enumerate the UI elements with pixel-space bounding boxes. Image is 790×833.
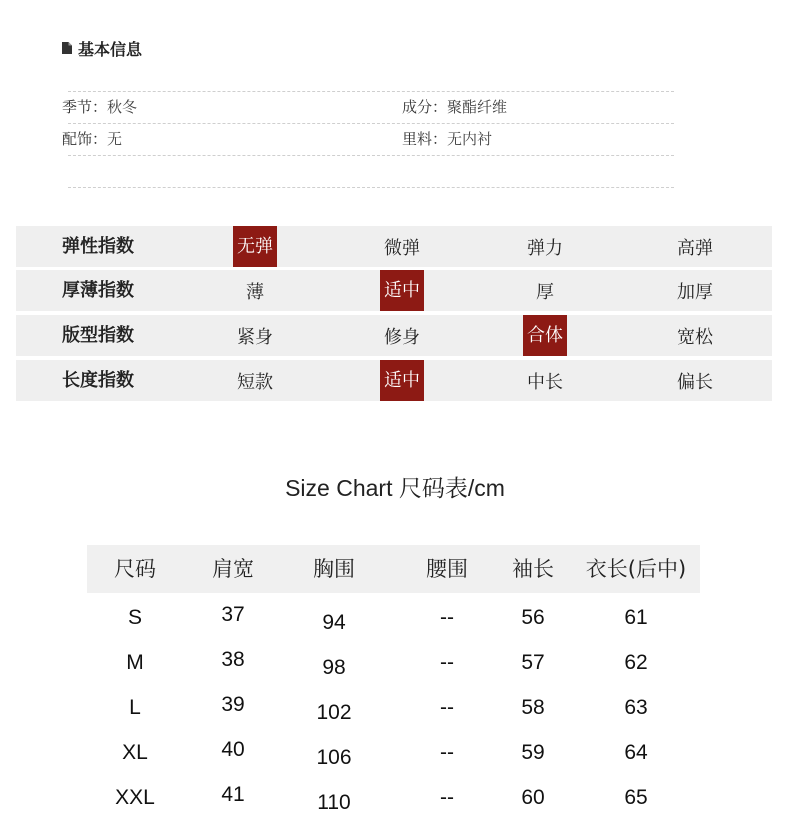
- size-chart-cell: --: [440, 651, 454, 674]
- index-option: 修身: [384, 326, 420, 348]
- size-chart-cell: 106: [316, 746, 352, 769]
- size-chart-title: Size Chart 尺码表/cm: [285, 475, 505, 501]
- size-chart-header-cell: 尺码: [114, 557, 156, 581]
- attr-key: 里料：: [402, 130, 448, 148]
- attr-lining: [402, 128, 492, 149]
- index-option-selected: 适中: [352, 360, 452, 401]
- size-chart-header-cell: 胸围: [313, 557, 355, 581]
- divider: [68, 123, 674, 124]
- attr-key: 季节：: [62, 98, 108, 116]
- index-label: 弹性指数: [62, 236, 134, 257]
- size-label-cell: XXL: [115, 786, 155, 809]
- size-chart-cell: 102: [316, 701, 352, 724]
- index-option-selected: 合体: [495, 315, 595, 356]
- size-chart-cell: 37: [221, 603, 245, 626]
- index-option: 厚: [536, 281, 554, 303]
- attr-value: 无: [107, 130, 123, 148]
- size-chart-cell: 38: [221, 648, 245, 671]
- size-chart-cell: 59: [521, 741, 545, 764]
- attr-value: 无内衬: [447, 130, 493, 148]
- size-chart-cell: 62: [624, 651, 648, 674]
- size-chart-cell: 65: [624, 786, 648, 809]
- size-chart-cell: 40: [221, 738, 245, 761]
- size-chart-cell: 41: [221, 783, 245, 806]
- size-chart-cell: --: [440, 696, 454, 719]
- size-chart-cell: 64: [624, 741, 648, 764]
- attr-material: [402, 96, 507, 117]
- size-chart-header-cell: 肩宽: [212, 557, 254, 581]
- size-chart-cell: --: [440, 606, 454, 629]
- size-chart-cell: --: [440, 786, 454, 809]
- divider: [68, 155, 674, 156]
- size-label-cell: M: [126, 651, 144, 674]
- basic-info-header: [62, 36, 142, 60]
- index-option-selected: 无弹: [205, 226, 305, 267]
- size-chart-cell: 39: [221, 693, 245, 716]
- size-chart-cell: 58: [521, 696, 545, 719]
- index-option: 宽松: [677, 326, 713, 348]
- index-option: 弹力: [527, 237, 563, 259]
- size-chart-header-cell: 腰围: [426, 557, 468, 581]
- attr-accessory: [62, 128, 122, 149]
- attr-key: 配饰：: [62, 130, 108, 148]
- size-chart-header-cell: 衣长(后中): [585, 557, 687, 581]
- index-label: 版型指数: [62, 325, 134, 346]
- attr-value: 聚酯纤维: [447, 98, 508, 116]
- index-option: 薄: [246, 281, 264, 303]
- size-label-cell: L: [129, 696, 141, 719]
- attr-season: [62, 96, 137, 117]
- index-row: [16, 360, 772, 401]
- index-row: [16, 270, 772, 311]
- attr-value: 秋冬: [107, 98, 138, 116]
- index-label: 厚薄指数: [62, 280, 134, 301]
- divider: [68, 187, 674, 188]
- index-option: 加厚: [677, 281, 713, 303]
- size-chart-cell: 61: [624, 606, 648, 629]
- divider: [68, 91, 674, 92]
- size-chart-cell: 98: [322, 656, 346, 679]
- attr-key: 成分：: [402, 98, 448, 116]
- size-chart-header-cell: 袖长: [512, 557, 554, 581]
- size-chart-cell: 56: [521, 606, 545, 629]
- basic-info-title: 基本信息: [78, 39, 143, 59]
- document-icon: [62, 42, 72, 54]
- index-option: 微弹: [384, 237, 420, 259]
- size-chart-cell: 57: [521, 651, 545, 674]
- size-chart-cell: 94: [322, 611, 346, 634]
- index-option: 高弹: [677, 237, 713, 259]
- size-chart-cell: 60: [521, 786, 545, 809]
- index-option: 短款: [237, 371, 273, 393]
- index-label: 长度指数: [62, 370, 134, 391]
- index-option-selected: 适中: [352, 270, 452, 311]
- size-label-cell: XL: [122, 741, 148, 764]
- size-chart-cell: 63: [624, 696, 648, 719]
- index-option: 中长: [527, 371, 563, 393]
- index-option: 偏长: [677, 371, 713, 393]
- size-label-cell: S: [127, 606, 142, 629]
- index-row: [16, 315, 772, 356]
- size-chart-cell: 110: [317, 791, 351, 814]
- index-row: [16, 226, 772, 267]
- index-option: 紧身: [237, 326, 273, 348]
- size-chart-cell: --: [440, 741, 454, 764]
